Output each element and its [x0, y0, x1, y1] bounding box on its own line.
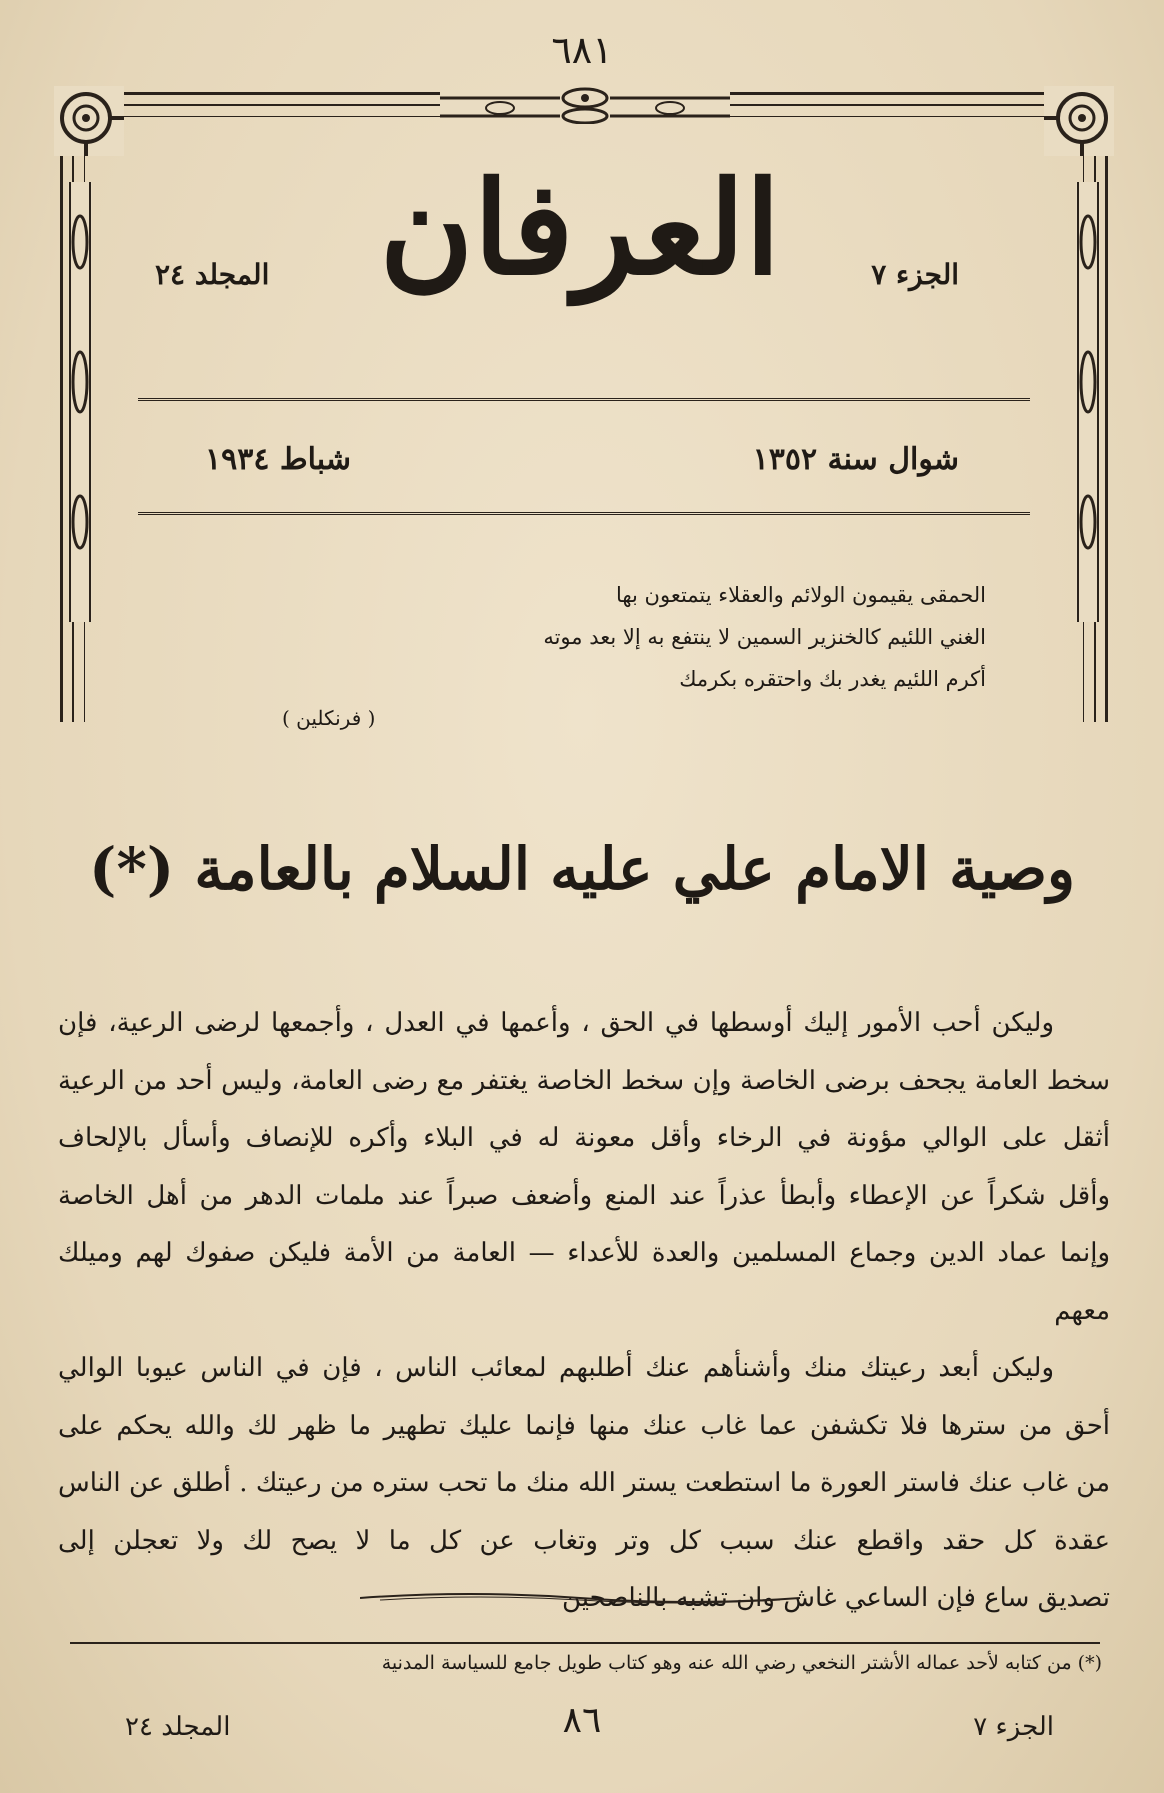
separator-ornament-icon	[360, 1590, 800, 1606]
date-gregorian: شباط ١٩٣٤	[205, 442, 351, 477]
paragraph-line: تصديق ساع فإن الساعي غاش وان تشبه بالناصحين	[561, 1583, 1110, 1613]
epigraph-author: ( فرنكلين )	[282, 706, 376, 730]
side-ornament-icon	[1070, 182, 1106, 622]
masthead-part: الجزء ٧	[871, 258, 959, 291]
corner-ornament-icon	[1044, 86, 1114, 156]
article-body	[58, 995, 1110, 1628]
paragraph-line: وليكن أحب الأمور إليك أوسطها في الحق ، وأعمها في العدل ، وأجمعها لرضى الرعية، فإن	[58, 1008, 1054, 1038]
paragraph-line: سخط العامة يجحف برضى الخاصة وإن سخط الخاصة يغتفر مع رضى العامة، وليس أحد من الرعية	[58, 1065, 1110, 1096]
epigraph-line: الحمقى يقيمون الولائم والعقلاء يتمتعون بها	[615, 583, 986, 607]
footnote-divider	[70, 1642, 1100, 1644]
side-ornament-icon	[62, 182, 98, 622]
masthead-volume: المجلد ٢٤	[155, 258, 270, 291]
footnote: (*) من كتابه لأحد عماله الأشتر النخعي رضي الله عنه وهو كتاب طويل جامع للسياسة المدنية	[381, 1652, 1102, 1674]
page-number-top: ٦٨١	[551, 28, 613, 72]
paragraph-line: وإنما عماد الدين وجماع المسلمين والعدة للأعداء — العامة من الأمة فليكن صفوك لهم وميلك معهم	[58, 1238, 1110, 1326]
paragraph-line: من غاب عنك فاستر العورة ما استطعت يستر الله منك ما تحب ستره من رعيتك . أطلق عن الناس	[58, 1468, 1110, 1498]
divider	[138, 398, 1030, 401]
divider	[138, 512, 1030, 515]
epigraph-line: أكرم اللئيم يغدر بك واحتقره بكرمك	[679, 667, 986, 691]
paragraph-line: وليكن أبعد رعيتك منك وأشنأهم عنك أطلبهم لمعائب الناس ، فإن في الناس عيوبا الوالي	[58, 1353, 1054, 1383]
masthead-title: العرفان	[379, 154, 781, 304]
paragraph-line: وأقل شكراً عن الإعطاء وأبطأ عذراً عند المنع وأضعف صبراً عند ملمات الدهر من أهل الخاصة	[58, 1180, 1110, 1211]
paragraph-line: أحق من سترها فلا تكشفن عما غاب عنك منها فإنما عليك تطهير ما ظهر لك والله يحكم على	[58, 1410, 1110, 1441]
epigraph-line: الغني اللئيم كالخنزير السمين لا ينتفع به إلا بعد موته	[543, 625, 986, 649]
footer-part: الجزء ٧	[973, 1712, 1054, 1742]
article-title: وصية الامام علي عليه السلام بالعامة (*)	[89, 835, 1075, 903]
corner-ornament-icon	[54, 86, 124, 156]
top-ornament-icon	[440, 84, 730, 124]
paragraph-line: عقدة كل حقد واقطع عنك سبب كل وتر وتغاب عن كل ما لا يصح لك ولا تعجلن إلى	[58, 1525, 1111, 1556]
epigraph	[426, 574, 986, 700]
paragraph-line: أثقل على الوالي مؤونة في الرخاء وأقل معونة له في البلاء وأكره للإنصاف وأسأل بالإلحاف	[58, 1123, 1110, 1153]
footer-volume: المجلد ٢٤	[125, 1712, 231, 1742]
footer-page-number: ٨٦	[562, 1700, 602, 1741]
date-hijri: شوال سنة ١٣٥٢	[752, 442, 959, 477]
